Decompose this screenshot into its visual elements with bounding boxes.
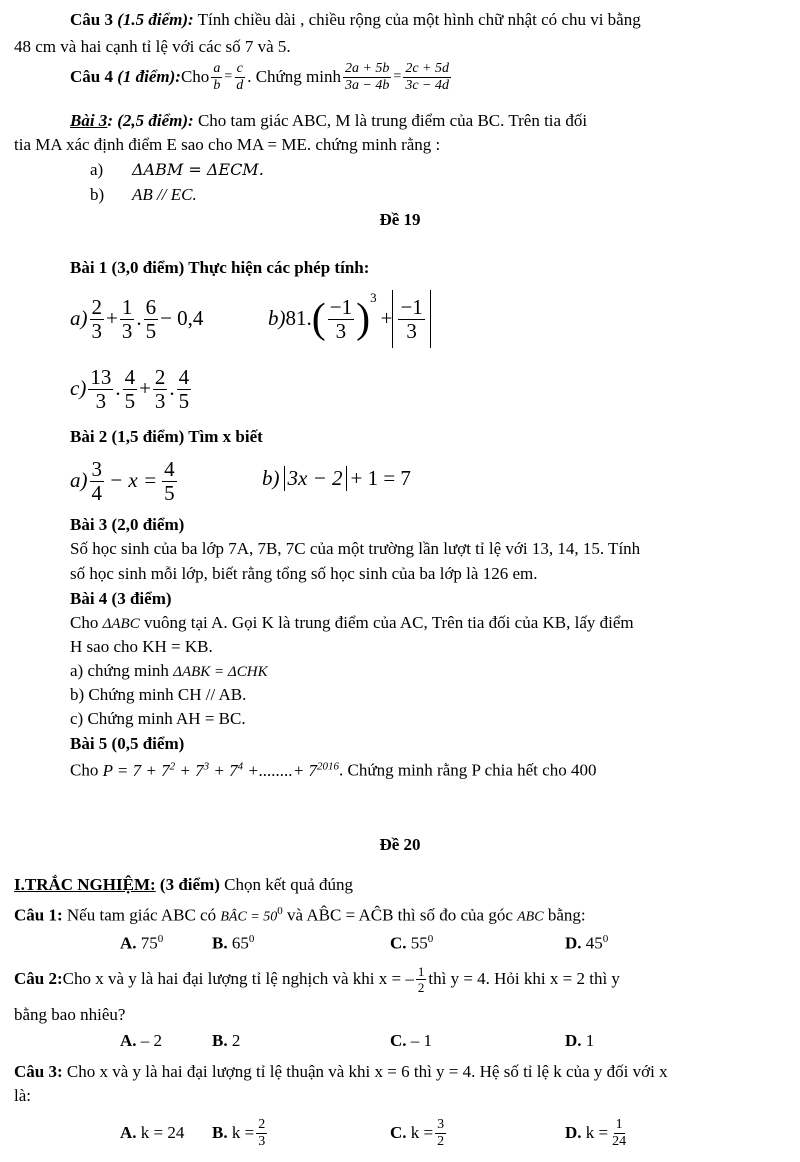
de19-bai4-text-1: Cho ΔABC vuông tại A. Gọi K là trung điểm của AC, Trên tia đối của KB, lấy điểm [70,613,634,632]
cau3-points: (1.5 điểm): [117,10,194,29]
q2-option-d[interactable]: D. 1 [565,1031,595,1050]
cau3-label: Câu 3 [70,10,113,29]
de19-bai2-title: Bài 2 (1,5 điểm) Tìm x biết [70,427,263,446]
fraction: $\frac{1}{2}$ [417,964,425,995]
de19-bai4-b: b) Chứng minh CH // AB. [70,685,247,704]
cau4-line: Câu 4 (1 điểm): Cho $\frac{a}{b}$ = $\frac{c}{d}$ . Chứng minh $\frac{2a + 5b}{3a - 4b}$ = $\frac{2c + 5d}{3c - 4d}$ [70,61,449,93]
fraction: $\frac{1}{24}$ [612,1116,627,1149]
de19-bai5-title: Bài 5 (0,5 điểm) [70,734,185,753]
cau3-line-1 [70,10,641,30]
de20-section-heading: I.TRẮC NGHIỆM: (3 điểm) Chọn kết quả đúng [14,875,354,894]
fraction-a-b: $\frac{a}{b}$ [213,61,221,93]
fraction: $\frac{2}{3}$ [91,294,102,343]
q3-option-b[interactable]: B. k = $\frac{2}{3}$ [212,1116,266,1149]
top-bai3-points: : (2,5 điểm): [107,111,194,130]
de20-q3-line-2: là: [14,1086,31,1105]
de20-q1: Câu 1: Nếu tam giác ABC có BÂC = $50^0$ và AB̂C = AĈB thì số đo của góc ABC bằng: [14,905,586,925]
q2-option-b[interactable]: B. 2 [212,1031,241,1050]
fraction: $\frac{4}{5}$ [178,364,190,413]
cau4-cho: Cho [180,67,210,87]
de19-bai3-text-2: số học sinh mỗi lớp, biết rằng tổng số học sinh của ba lớp là 126 em. [70,564,538,583]
fraction-2a5b: $\frac{2a + 5b}{3a - 4b}$ [344,61,390,93]
de19-bai3-text-1: Số học sinh của ba lớp 7A, 7B, 7C của một trường lần lượt tỉ lệ với 13, 14, 15. Tính [70,539,641,558]
de19-bai1-b: b) 81. ( $\frac{-1}{3}$ ) 3 + $\frac{-1}{3}$ [268,286,431,352]
fraction: $\frac{1}{3}$ [121,294,133,343]
fraction: $\frac{2}{3}$ [154,364,166,413]
q1-option-b[interactable]: B. $65^0$ [212,933,255,953]
cau4-points: (1 điểm): [117,67,181,87]
de20-q2-line-1: Câu 2: Cho x và y là hai đại lượng tỉ lệ nghịch và khi x = – $\frac{1}{2}$ thì y = 4. Hỏi khi x = 2 thì y [14,964,620,995]
de19-bai4-text-2: H sao cho KH = KB. [70,637,213,656]
de20-title: Đề 20 [379,835,421,854]
q3-option-c[interactable]: C. k = $\frac{3}{2}$ [390,1116,445,1149]
cau3-text-2: 48 cm và hai cạnh tỉ lệ với các số 7 và 5. [14,37,291,56]
fraction: $\frac{3}{4}$ [91,456,102,505]
de19-title: Đề 19 [379,210,421,229]
q1-option-a[interactable]: A. $75^0$ [120,933,164,953]
de19-bai4-title: Bài 4 (3 điểm) [70,589,172,608]
de19-bai5-text: Cho $P = 7 + 7^2 + 7^3 + 7^4$ +........+ $7^{2016}$. Chứng minh rằng P chia hết cho 400 [70,760,597,780]
de19-bai3-title: Bài 3 (2,0 điểm) [70,515,185,534]
fraction: $\frac{13}{3}$ [90,364,112,413]
fraction: $\frac{3}{2}$ [437,1116,445,1149]
q3-option-d[interactable]: D. k = $\frac{1}{24}$ [565,1116,627,1149]
de19-bai2-b: b) 3x − 2 + 1 = 7 [262,466,411,490]
top-bai3-a: a) ΔABM = ΔECM. [90,160,264,179]
top-bai3-text-2: tia MA xác định điểm E sao cho MA = ME. chứng minh rằng : [14,135,441,154]
q1-option-d[interactable]: D. $45^0$ [565,933,609,953]
de19-bai1-a: a) $\frac{2}{3}$ + $\frac{1}{3}$ . $\frac{6}{5}$ − 0,4 [70,294,204,343]
top-bai3-label: Bài 3 [70,111,108,130]
fraction: $\frac{-1}{3}$ [400,294,423,343]
top-bai3-text-1: Cho tam giác ABC, M là trung điểm của BC. Trên tia đối [193,111,588,130]
top-bai3-line-1 [70,111,587,131]
q1-option-c[interactable]: C. $55^0$ [390,933,434,953]
fraction-2c5d: $\frac{2c + 5d}{3c - 4d}$ [405,61,449,93]
q3-option-a[interactable]: A. k = 24 [120,1123,185,1142]
de20-q3-line-1: Câu 3: Cho x và y là hai đại lượng tỉ lệ thuận và khi x = 6 thì y = 4. Hệ số tỉ lệ k của y đối với x [14,1062,668,1081]
fraction: $\frac{2}{3}$ [258,1116,266,1149]
de19-bai4-a: a) chứng minh ΔABK = ΔCHK [70,661,268,680]
fraction: $\frac{4}{5}$ [164,456,175,505]
de19-bai4-c: c) Chứng minh AH = BC. [70,709,246,728]
de19-bai1-title: Bài 1 (3,0 điểm) Thực hiện các phép tính: [70,258,370,277]
fraction: $\frac{4}{5}$ [124,364,136,413]
cau4-prove: . Chứng minh [247,67,341,87]
de19-bai1-c: c) $\frac{13}{3}$ . $\frac{4}{5}$ + $\frac{2}{3}$ . $\frac{4}{5}$ [70,364,190,413]
de19-bai2-a: a) $\frac{3}{4}$ − x = $\frac{4}{5}$ [70,456,175,505]
top-bai3-b: b) AB // EC. [90,185,197,204]
fraction-c-d: $\frac{c}{d}$ [236,61,244,93]
q2-option-a[interactable]: A. – 2 [120,1031,163,1050]
fraction: $\frac{-1}{3}$ [329,294,353,343]
cau4-label: Câu 4 [70,67,113,87]
q2-option-c[interactable]: C. – 1 [390,1031,433,1050]
fraction: $\frac{6}{5}$ [145,294,157,343]
cau3-text-1: Tính chiều dài , chiều rộng của một hình chữ nhật có chu vi bằng [193,10,641,29]
de20-q2-line-2: bằng bao nhiêu? [14,1005,126,1024]
